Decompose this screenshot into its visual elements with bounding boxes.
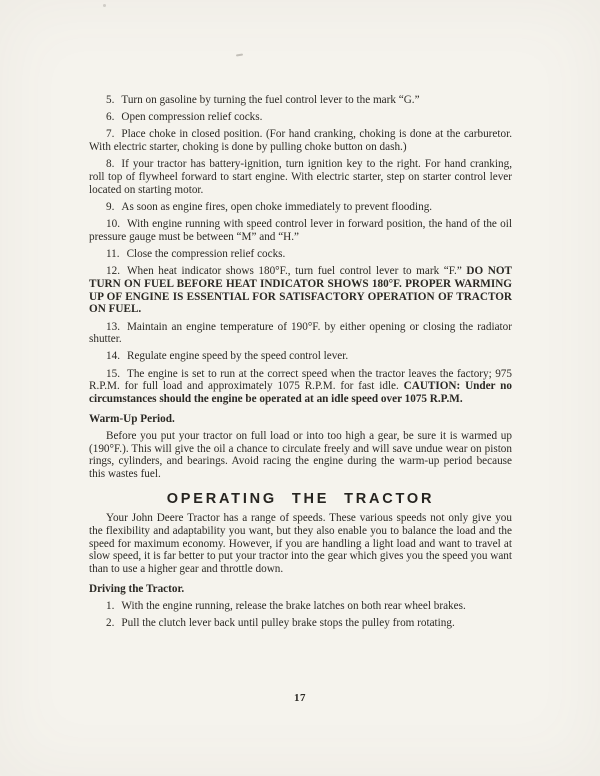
step-text: Turn on gasoline by turning the fuel control lever to the mark “G.” bbox=[121, 94, 420, 106]
step-number: 10. bbox=[106, 218, 120, 231]
body-paragraph bbox=[89, 512, 512, 576]
numbered-step bbox=[89, 617, 512, 630]
paragraph-text: Your John Deere Tractor has a range of speeds. These various speeds not only give you the flexibility and adaptability you want, but they also enable you to balance the load and the speed for maximum economy. However, if you are handling a light load and want to travel at slow speed, it is far better to put your tractor into the gear which gives you the speed you want than to use a higher gear and throttle down. bbox=[89, 512, 512, 576]
numbered-step bbox=[89, 350, 512, 363]
scan-speck bbox=[103, 4, 106, 7]
page-number: 17 bbox=[294, 692, 306, 704]
step-number: 2. bbox=[106, 617, 115, 630]
step-number: 12. bbox=[106, 265, 120, 278]
step-text: Maintain an engine temperature of 190°F. by either opening or closing the radiator shutter. bbox=[89, 320, 512, 346]
step-text: When heat indicator shows 180°F., turn fuel control lever to mark “F.” bbox=[126, 265, 467, 278]
step-text: DO NOT TURN ON FUEL BEFORE HEAT INDICATOR SHOWS 180°F. PROPER WARMING UP OF ENGINE IS ESSENTIAL FOR SATISFACTORY OPERATION OF TRACTOR ON FUEL. bbox=[89, 265, 512, 316]
step-number: 5. bbox=[106, 94, 115, 106]
step-text: Pull the clutch lever back until pulley brake stops the pulley from rotating. bbox=[121, 617, 455, 630]
subheading: Warm-Up Period. bbox=[89, 412, 175, 425]
step-number: 11. bbox=[106, 248, 120, 261]
step-number: 15. bbox=[106, 367, 120, 380]
step-number: 6. bbox=[106, 111, 115, 124]
step-text: Close the compression relief cocks. bbox=[126, 248, 286, 261]
step-text: As soon as engine fires, open choke immediately to prevent flooding. bbox=[121, 200, 433, 213]
scan-speck bbox=[236, 54, 243, 57]
step-number: 14. bbox=[106, 350, 120, 363]
numbered-step bbox=[89, 111, 512, 124]
subheading: Driving the Tractor. bbox=[89, 582, 185, 595]
step-text: Place choke in closed position. (For hand cranking, choking is done at the carburetor. With electric starter, choking is done by pulling choke button on dash.) bbox=[89, 128, 512, 154]
step-text: The engine is set to run at the correct speed when the tractor leaves the factory; 975 R.P.M. for full load and approximately 1075 R.P.M. for fast idle. bbox=[89, 367, 512, 393]
step-number: 13. bbox=[106, 320, 120, 333]
step-number: 1. bbox=[106, 600, 115, 612]
numbered-step bbox=[89, 368, 512, 406]
step-text: Regulate engine speed by the speed control lever. bbox=[126, 350, 349, 363]
paragraph-text: Before you put your tractor on full load or into too high a gear, be sure it is warmed up (190°F.). This will give the oil a chance to circulate freely and will save undue wear on piston rings, cylinders, and bearings. Avoid racing the engine during the warm-up period because this wastes fuel. bbox=[89, 429, 512, 481]
numbered-step bbox=[89, 248, 512, 261]
numbered-step bbox=[89, 201, 512, 214]
step-number: 7. bbox=[106, 128, 115, 141]
numbered-step bbox=[89, 94, 512, 107]
step-number: 9. bbox=[106, 200, 115, 213]
step-text: Open compression relief cocks. bbox=[121, 111, 263, 124]
step-text: With engine running with speed control lever in forward position, the hand of the oil pressure gauge must be between “M” and “H.” bbox=[89, 218, 512, 243]
document-body bbox=[89, 94, 512, 630]
step-text: With the engine running, release the brake latches on both rear wheel brakes. bbox=[121, 600, 466, 612]
numbered-step bbox=[89, 128, 512, 153]
numbered-step bbox=[89, 158, 512, 196]
numbered-step bbox=[89, 600, 512, 613]
numbered-step bbox=[89, 218, 512, 243]
step-text: CAUTION: Under no circumstances should the engine be operated at an idle speed over 1075 R.P.M. bbox=[89, 380, 512, 406]
numbered-step bbox=[89, 321, 512, 346]
step-number: 8. bbox=[106, 158, 115, 171]
section-title: OPERATING THE TRACTOR bbox=[166, 490, 435, 507]
numbered-step bbox=[89, 265, 512, 316]
body-paragraph bbox=[89, 430, 512, 481]
step-text: If your tractor has battery-ignition, turn ignition key to the right. For hand cranking, roll top of flywheel forward to start engine. With electric starter, step on starter control lever located on starting motor. bbox=[89, 158, 512, 196]
